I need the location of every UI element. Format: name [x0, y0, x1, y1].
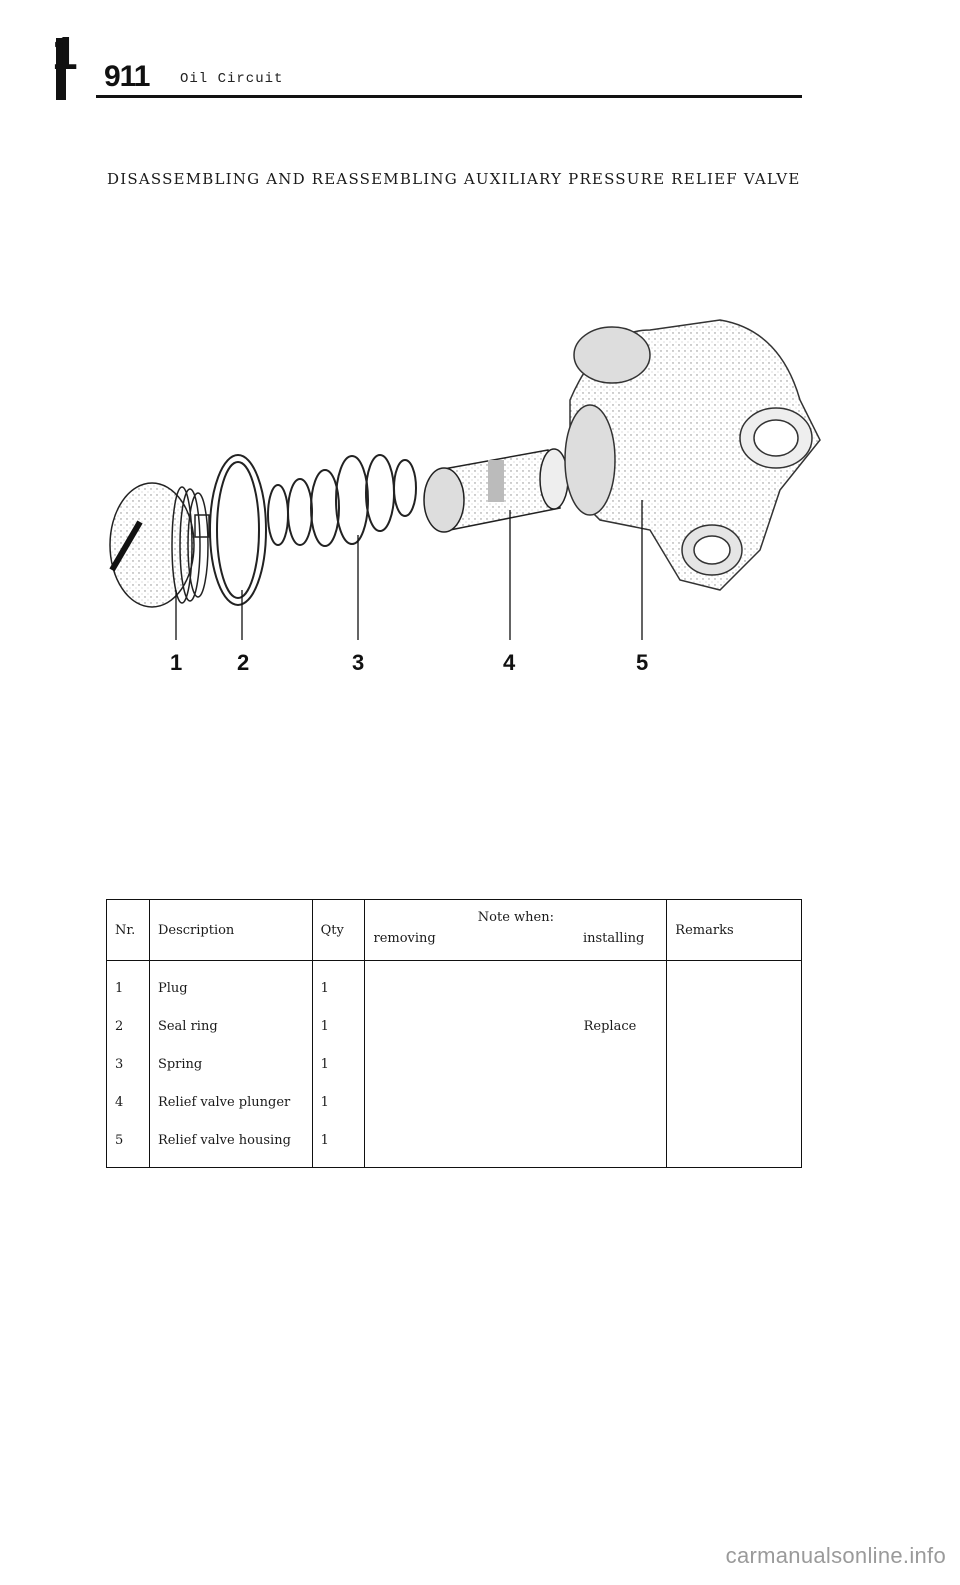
cell-nr: 3	[107, 1045, 150, 1083]
table-header-row	[107, 900, 802, 961]
cell-remarks	[667, 961, 802, 1008]
table-row	[107, 1045, 802, 1083]
callout-3: 3	[352, 650, 365, 675]
model-label: 911	[104, 60, 150, 93]
cell-remarks	[667, 1121, 802, 1168]
cell-qty: 1	[312, 1083, 365, 1121]
cell-nr: 4	[107, 1083, 150, 1121]
exploded-view-illustration	[0, 290, 960, 700]
header-remarks: Remarks	[667, 900, 802, 961]
header-rule	[96, 95, 802, 98]
header-note-when	[365, 900, 667, 961]
cell-remarks	[667, 1007, 802, 1045]
header-qty: Qty	[312, 900, 365, 961]
cell-description: Spring	[149, 1045, 312, 1083]
removing-label: removing	[373, 931, 436, 946]
table-row	[107, 1007, 802, 1045]
chapter-title: Oil Circuit	[180, 71, 284, 87]
header-description: Description	[149, 900, 312, 961]
callout-5: 5	[636, 650, 649, 675]
cell-description: Plug	[149, 961, 312, 1008]
cell-nr: 1	[107, 961, 150, 1008]
cell-qty: 1	[312, 961, 365, 1008]
cell-nr: 2	[107, 1007, 150, 1045]
cell-note	[365, 961, 667, 1008]
cell-description: Seal ring	[149, 1007, 312, 1045]
parts-table	[106, 899, 802, 1168]
plug-part	[110, 483, 209, 607]
cell-note	[365, 1121, 667, 1168]
cell-note	[365, 1007, 667, 1045]
table-row	[107, 1083, 802, 1121]
page-heading: DISASSEMBLING AND REASSEMBLING AUXILIARY PRESSURE RELIEF VALVE	[107, 170, 801, 188]
table-row	[107, 1121, 802, 1168]
installing-label: installing	[582, 931, 645, 946]
callout-1: 1	[170, 650, 183, 675]
section-number: 1	[52, 27, 78, 79]
callout-4: 4	[503, 650, 516, 675]
note-when-label: Note when:	[477, 910, 554, 925]
cell-nr: 5	[107, 1121, 150, 1168]
header-nr: Nr.	[107, 900, 150, 961]
housing-part	[565, 320, 820, 590]
cell-description: Relief valve plunger	[149, 1083, 312, 1121]
cell-remarks	[667, 1083, 802, 1121]
cell-note	[365, 1045, 667, 1083]
cell-qty: 1	[312, 1121, 365, 1168]
plunger-part	[424, 449, 568, 532]
cell-qty: 1	[312, 1007, 365, 1045]
cell-note	[365, 1083, 667, 1121]
callout-2: 2	[237, 650, 250, 675]
watermark-footer: carmanualsonline.info	[725, 1543, 946, 1568]
seal-ring-part	[210, 455, 266, 605]
table-row	[107, 961, 802, 1008]
spring-part	[268, 455, 416, 546]
cell-description: Relief valve housing	[149, 1121, 312, 1168]
cell-qty: 1	[312, 1045, 365, 1083]
cell-remarks	[667, 1045, 802, 1083]
cell-installing: Replace	[583, 1018, 637, 1034]
